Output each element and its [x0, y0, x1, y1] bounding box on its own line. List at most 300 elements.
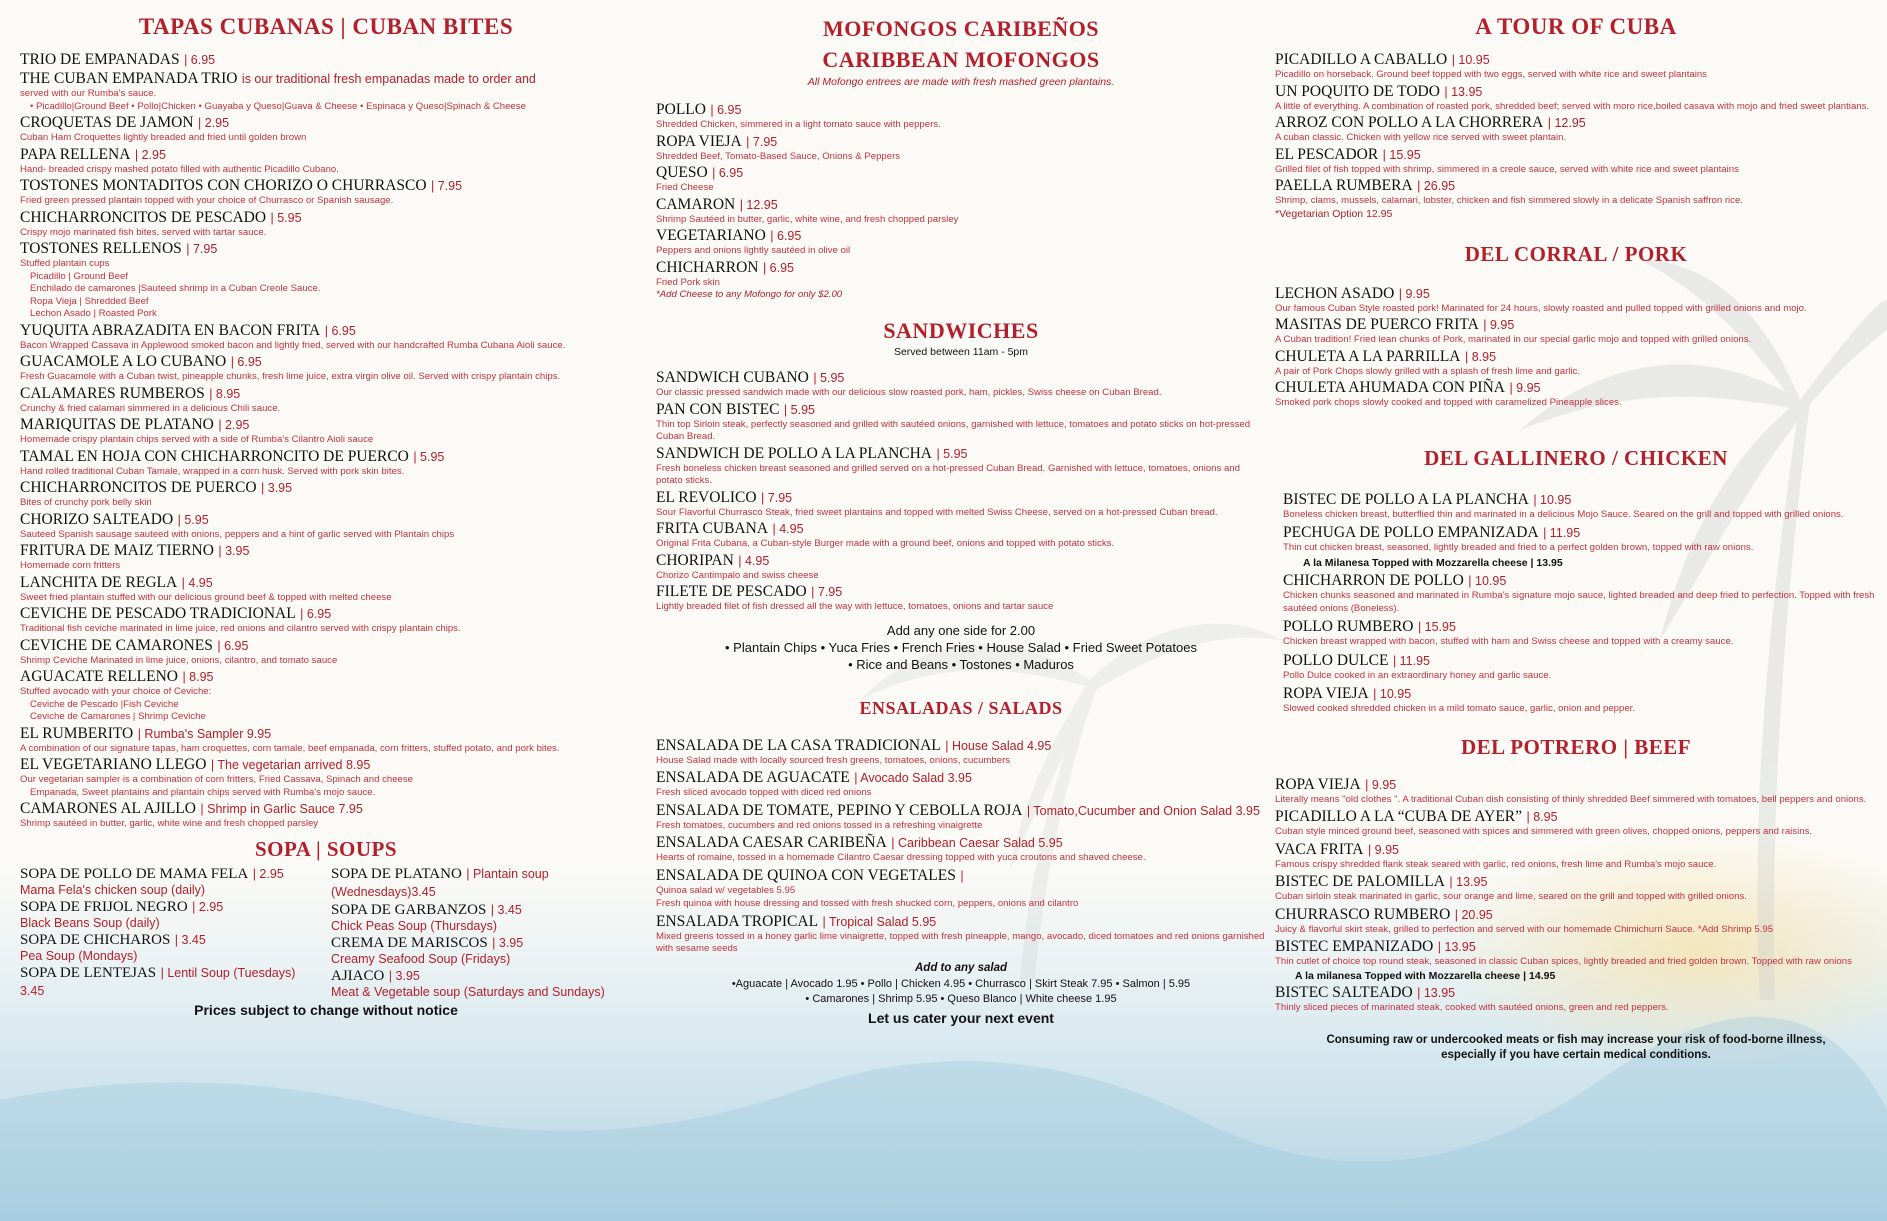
- menu-item-price: | 2.95: [134, 147, 166, 162]
- menu-item: [20, 711, 632, 724]
- menu-item-description: Shrimp sautéed in butter, garlic, white wine and fresh chopped parsley: [20, 818, 319, 829]
- menu-item-price: | 3.95: [218, 544, 250, 558]
- menu-item-line: [20, 352, 632, 371]
- menu-item: [20, 510, 632, 542]
- menu-item-price: | Caribbean Caesar Salad 5.95: [891, 836, 1063, 850]
- mofongos-subtitle: CARIBBEAN MOFONGOS: [822, 47, 1100, 72]
- menu-item-line: [656, 400, 1266, 419]
- menu-item-description: Lechon Asado | Roasted Pork: [30, 308, 157, 319]
- menu-item-description: Ceviche de Camarones | Shrimp Ceviche: [30, 711, 206, 722]
- menu-item-description: Crunchy & fried calamari simmered in a delicious Chili sauce.: [20, 402, 281, 414]
- soup-line: [20, 898, 321, 916]
- menu-item-name: QUESO: [656, 164, 708, 181]
- menu-item-price: | 26.95: [1417, 179, 1456, 193]
- soup-price: | 2.95: [192, 899, 224, 914]
- menu-item-name: PAELLA RUMBERA: [1275, 177, 1413, 194]
- menu-item-price: | Tomato,Cucumber and Onion Salad 3.95: [1026, 803, 1260, 818]
- menu-item-name: ENSALADA CAESAR CARIBEÑA: [656, 834, 887, 851]
- menu-item: [1283, 557, 1877, 570]
- menu-item-name: PECHUGA DE POLLO EMPANIZADA: [1283, 524, 1539, 541]
- menu-item: [1275, 937, 1877, 969]
- menu-item-description: Sour Flavorful Churrasco Steak, fried sweet plantains and topped with melted Swiss Cheese, served on a hot-pressed Cuban bread.: [656, 506, 1218, 518]
- soup-line: [331, 865, 632, 901]
- menu-item-price: | House Salad 4.95: [945, 738, 1052, 753]
- menu-item-price: | Shrimp in Garlic Sauce 7.95: [200, 802, 363, 816]
- menu-item-description: Fresh Guacamole with a Cuban twist, pineapple chunks, fresh lime juice, extra virgin olive oil. Served with crispy plantain chips.: [20, 371, 561, 382]
- menu-item-description: Cuban style minced ground beef, seasoned with spices and simmered with green olives, chopped onions, peppers and raisins.: [1275, 826, 1813, 837]
- menu-item: [1275, 905, 1877, 937]
- menu-item-price: | 10.95: [1451, 53, 1490, 67]
- soup-subtitle: Chick Peas Soup (Thursdays): [331, 918, 498, 933]
- menu-item-price: | 6.95: [184, 53, 216, 67]
- soup-price: | Lentil Soup (Tuesdays) 3.45: [20, 965, 296, 998]
- menu-item: [20, 113, 632, 145]
- soup-subtitle: Mama Fela's chicken soup (daily): [20, 882, 206, 897]
- menu-item: [20, 239, 632, 271]
- menu-item-description: Shrimp Ceviche Marinated in lime juice, onions, cilantro, and tomato sauce: [20, 654, 338, 666]
- sides-line-1: • Plantain Chips • Yuca Fries • French Fries • House Salad • Fried Sweet Potatoes: [725, 639, 1197, 655]
- menu-item-description: A la Milanesa Topped with Mozzarella cheese | 13.95: [1303, 556, 1563, 569]
- menu-item-description: A little of everything. A combination of roasted pork, shredded beef; served with moro rice,boiled casava with mojo and fried sweet plantians.: [1275, 100, 1870, 112]
- soup-line: [20, 865, 321, 883]
- menu-item-line: [1275, 347, 1877, 366]
- menu-item: [20, 573, 632, 605]
- soups-title: SOPA | SOUPS: [254, 836, 398, 861]
- menu-item-line: [1283, 571, 1877, 590]
- menu-item-name: TAMAL EN HOJA CON CHICHARRONCITO DE PUERCO: [20, 447, 409, 465]
- menu-item-description: Ceviche de Pescado |Fish Ceviche: [30, 698, 179, 710]
- menu-item-description: Quinoa salad w/ vegetables 5.95: [656, 884, 796, 896]
- soup-subtitle: Creamy Seafood Soup (Fridays): [331, 951, 511, 966]
- menu-item-name: MASITAS DE PUERCO FRITA: [1275, 316, 1479, 333]
- mofongos-note: All Mofongo entrees are made with fresh mashed green plantains.: [807, 76, 1115, 88]
- pork-list: [1275, 284, 1877, 410]
- menu-item-line: [20, 604, 632, 623]
- salad-add-title: Add to any salad: [914, 961, 1008, 974]
- menu-item-description: Boneless chicken breast, butterflied thin and marinated in a delicious Mojo Sauce. Seared on the grill and topped with grilled onions.: [1283, 508, 1844, 520]
- column-middle: [656, 0, 1266, 1026]
- menu-item-name: CHICHARRONCITOS DE PESCADO: [20, 208, 267, 226]
- menu-item-line: [656, 736, 1266, 755]
- menu-item-price: | 10.95: [1373, 687, 1412, 701]
- beef-title: DEL POTRERO | BEEF: [1460, 734, 1692, 759]
- menu-item-description: A cuban classic. Chicken with yellow rice served with sweet plantain.: [1275, 132, 1567, 143]
- soup-name: SOPA DE CHICHAROS: [20, 931, 171, 948]
- menu-item-name: CHICHARRON DE POLLO: [1283, 572, 1464, 589]
- menu-item-price: | 5.95: [936, 446, 968, 461]
- menu-item-line: [1283, 523, 1877, 542]
- menu-item-description: Thin cut chicken breast, seasoned, lightly breaded and fried to a perfect golden brown, topped with raw onions.: [1283, 542, 1754, 553]
- soup-name: CREMA DE MARISCOS: [331, 934, 488, 951]
- menu-item: [656, 100, 1266, 132]
- menu-item-name: PICADILLO A CABALLO: [1275, 51, 1448, 68]
- menu-item-description: Picadillo on horseback. Ground beef topped with two eggs, served with white rice and sweet plantains: [1275, 69, 1707, 80]
- menu-item: [20, 724, 632, 756]
- menu-item-description: Smoked pork chops slowly cooked and topped with caramelized Pineapple slices.: [1275, 397, 1622, 408]
- menu-item-price: | 2.95: [198, 116, 230, 130]
- menu-item-name: LECHON ASADO: [1275, 284, 1395, 302]
- menu-item-line: [656, 163, 1266, 182]
- menu-item-price: | 10.95: [1533, 492, 1572, 507]
- soup-item: [331, 901, 632, 934]
- menu-item-price: | 7.95: [431, 179, 463, 193]
- menu-item: [1275, 378, 1877, 410]
- soup-name: SOPA DE POLLO DE MAMA FELA: [20, 865, 249, 882]
- menu-item: [1283, 523, 1877, 555]
- menu-item-name: FILETE DE PESCADO: [656, 583, 807, 600]
- soup-item: [20, 931, 321, 964]
- menu-item-name: ENSALADA TROPICAL: [656, 912, 819, 930]
- menu-item: [20, 176, 632, 208]
- menu-item-name: ENSALADA DE QUINOA CON VEGETALES: [656, 866, 956, 884]
- menu-item-name: CHICHARRONCITOS DE PUERCO: [20, 479, 257, 496]
- menu-item-line: [656, 582, 1266, 601]
- menu-item: [20, 541, 632, 573]
- menu-item-line: [656, 866, 1266, 885]
- menu-item-description: Homemade crispy plantain chips served with a side of Rumba's Cilantro Aioli sauce: [20, 434, 374, 445]
- menu-item-description: Ropa Vieja | Shredded Beef: [30, 295, 149, 307]
- menu-item: [20, 283, 632, 296]
- menu-item: [656, 163, 1266, 195]
- soup-price: | 3.95: [388, 968, 420, 983]
- menu-item-price: | 13.95: [1437, 940, 1476, 954]
- food-warning-1: Consuming raw or undercooked meats or fish may increase your risk of food-borne illness,: [1326, 1033, 1826, 1046]
- menu-item-price: | 4.95: [181, 575, 213, 590]
- menu-item-line: [656, 833, 1266, 852]
- menu-item: [1275, 82, 1877, 114]
- menu-item-line: [1275, 807, 1877, 826]
- menu-item-description: Fresh tomatoes, cucumbers and red onions tossed in a refreshing vinaigrette: [656, 819, 983, 831]
- soups-grid: [20, 865, 632, 1000]
- mofongos-title: MOFONGOS CARIBEÑOS: [822, 16, 1100, 41]
- menu-item: [20, 787, 632, 800]
- menu-item-price: | 9.95: [1365, 777, 1397, 792]
- menu-item-price: | 9.95: [1509, 381, 1541, 395]
- soup-line: [331, 934, 632, 952]
- menu-item-price: | 8.95: [182, 670, 214, 684]
- soup-name: SOPA DE PLATANO: [331, 865, 462, 882]
- menu-item-line: [1275, 82, 1877, 101]
- menu-item-price: | Avocado Salad 3.95: [854, 771, 972, 785]
- menu-item-line: [656, 368, 1266, 387]
- menu-item-description: Shredded Chicken, simmered in a light tomato sauce with peppers.: [656, 119, 941, 130]
- menu-item-name: SANDWICH DE POLLO A LA PLANCHA: [656, 444, 932, 462]
- menu-item: [1275, 970, 1877, 983]
- menu-item-name: CALAMARES RUMBEROS: [20, 384, 205, 402]
- menu-item: [1275, 775, 1877, 807]
- menu-item: [20, 699, 632, 712]
- menu-item-description: Bites of crunchy pork belly skin: [20, 497, 152, 508]
- menu-item-name: ROPA VIEJA: [656, 132, 742, 150]
- column-right: [1275, 0, 1877, 1063]
- tapas-list: [20, 50, 632, 831]
- menu-item: [1275, 807, 1877, 839]
- menu-item: [656, 833, 1266, 865]
- menu-item: [656, 551, 1266, 583]
- food-warning-2: especially if you have certain medical conditions.: [1441, 1048, 1711, 1061]
- menu-item-price: | 6.95: [300, 607, 332, 621]
- menu-item-name: EL RUMBERITO: [20, 724, 134, 742]
- menu-item: [1275, 113, 1877, 145]
- menu-item-description: Traditional fish ceviche marinated in lime juice, red onions and cilantro served with crispy plantain chips.: [20, 623, 461, 634]
- menu-item-description: Homemade corn fritters: [20, 560, 121, 571]
- menu-item-line: [656, 444, 1266, 463]
- menu-item-price: | 6.95: [710, 103, 742, 117]
- soup-subtitle: Pea Soup (Mondays): [20, 948, 138, 963]
- menu-item: [20, 478, 632, 510]
- menu-item-description: Thinly sliced pieces of marinated steak, cooked with sautéed onions, green and red peppers.: [1275, 1002, 1669, 1013]
- menu-item-description: Famous crispy shredded flank steak seared with garlic, red onions, fresh lime and Rumba's mojo sauce.: [1275, 858, 1717, 870]
- menu-item-price: | 10.95: [1468, 574, 1507, 588]
- menu-item-description: Peppers and onions lightly sautéed in olive oil: [656, 245, 851, 256]
- menu-item-description: Crispy mojo marinated fish bites, served with tartar sauce.: [20, 226, 267, 238]
- menu-item-description: Chorizo Cantimpalo and swiss cheese: [656, 569, 819, 581]
- salads-title: ENSALADAS / SALADS: [859, 697, 1063, 718]
- menu-item-name: POLLO: [656, 101, 706, 118]
- menu-item: [1275, 840, 1877, 872]
- menu-item: [1283, 617, 1877, 649]
- menu-item-price: | 5.95: [270, 210, 302, 225]
- menu-item-line: [1275, 872, 1877, 891]
- menu-item-name: CHULETA A LA PARRILLA: [1275, 347, 1461, 365]
- sandwiches-title: SANDWICHES: [883, 318, 1039, 343]
- menu-item-line: [1275, 775, 1877, 794]
- menu-item-line: [656, 801, 1266, 820]
- menu-item: [656, 898, 1266, 911]
- menu-item-line: [20, 113, 632, 132]
- soup-price: | Plantain soup (Wednesdays)3.45: [331, 866, 549, 899]
- menu-item-description: Grilled filet of fish topped with shrimp, simmered in a creole sauce, served with white rice and sweet plantains: [1275, 163, 1739, 175]
- menu-item: [1283, 684, 1877, 716]
- menu-item-name: BISTEC EMPANIZADO: [1275, 938, 1434, 955]
- menu-item: [656, 258, 1266, 290]
- menu-item-name: EL PESCADOR: [1275, 145, 1379, 163]
- soup-price: | 3.45: [490, 902, 522, 917]
- menu-item-description: House Salad made with locally sourced fresh greens, tomatoes, onions, cucumbers: [656, 754, 1011, 766]
- menu-item-line: [1275, 145, 1877, 164]
- menu-item-description: Stuffed avocado with your choice of Ceviche:: [20, 686, 212, 697]
- chicken-list: [1275, 490, 1877, 716]
- menu-item-description: A pair of Pork Chops slowly grilled with a splash of fresh lime and garlic.: [1275, 365, 1581, 377]
- menu-item-name: PAN CON BISTEC: [656, 400, 780, 418]
- menu-item-description: Our famous Cuban Style roasted pork! Marinated for 24 hours, slowly roasted and pulled topped with grilled onions and mojo.: [1275, 302, 1807, 314]
- menu-item: [1275, 284, 1877, 316]
- menu-item: [20, 69, 632, 101]
- menu-item-line: [656, 195, 1266, 214]
- menu-item-price: | 9.95: [1483, 318, 1515, 332]
- menu-item-description: Hand rolled traditional Cuban Tamale, wrapped in a corn husk. Served with pork skin bites.: [20, 465, 405, 477]
- menu-item-description: Picadillo | Ground Beef: [30, 270, 128, 282]
- menu-item-name: TRIO DE EMPANADAS: [20, 51, 180, 68]
- menu-item-name: CHURRASCO RUMBERO: [1275, 905, 1451, 923]
- tapas-title: TAPAS CUBANAS | CUBAN BITES: [138, 14, 514, 39]
- menu-item: [20, 755, 632, 787]
- menu-item-price: | 4.95: [772, 522, 804, 536]
- menu-item-description: • Picadillo|Ground Beef • Pollo|Chicken • Guayaba y Queso|Guava & Cheese • Espinaca y Queso|Spinach & Cheese: [30, 100, 526, 112]
- soup-item: [331, 967, 632, 1000]
- menu-item-line: [20, 208, 632, 227]
- mofongo-list: [656, 100, 1266, 289]
- menu-item-name: THE CUBAN EMPANADA TRIO: [20, 70, 238, 87]
- soup-item: [331, 934, 632, 967]
- menu-item-name: ROPA VIEJA: [1283, 685, 1369, 702]
- menu-item-description: A Cuban tradition! Fried lean chunks of Pork, marinated in our special garlic mojo and topped with grilled onions.: [1275, 334, 1752, 345]
- menu-item: [656, 912, 1266, 956]
- menu-item-line: [20, 573, 632, 592]
- menu-item-line: [1283, 684, 1877, 703]
- menu-item-description: served with our Rumba's sauce.: [20, 88, 157, 99]
- menu-item-line: [20, 724, 632, 743]
- menu-item-price: | 6.95: [324, 323, 356, 338]
- menu-item-description: Our classic pressed sandwich made with our delicious slow roasted pork, ham, pickles, Swiss cheese on Cuban Bread.: [656, 387, 1162, 398]
- menu-item: [20, 296, 632, 309]
- menu-item-description: Fresh sliced avocado topped with diced red onions: [656, 787, 872, 798]
- menu-item: [1275, 145, 1877, 177]
- pork-title: DEL CORRAL / PORK: [1464, 241, 1688, 266]
- menu-item-description: Original Frita Cubana, a Cuban-style Burger made with a ground beef, onions and topped with potato sticks.: [656, 538, 1115, 549]
- menu-item-description: A la milanesa Topped with Mozzarella cheese | 14.95: [1295, 969, 1556, 982]
- menu-item-description: Pollo Dulce cooked in an extraordinary honey and garlic sauce.: [1283, 669, 1552, 681]
- menu-item-price: | Rumba's Sampler 9.95: [137, 726, 272, 741]
- menu-item: [656, 444, 1266, 488]
- menu-item-line: [1275, 113, 1877, 132]
- menu-item: [1283, 490, 1877, 522]
- menu-item-name: GUACAMOLE A LO CUBANO: [20, 353, 227, 370]
- menu-item-price: | 12.95: [739, 197, 778, 212]
- menu-item-line: [656, 488, 1266, 507]
- soup-price: | 3.45: [174, 932, 206, 947]
- menu-item-description: Enchilado de camarones |Sauteed shrimp in a Cuban Creole Sauce.: [30, 283, 321, 294]
- menu-item-name: TOSTONES MONTADITOS CON CHORIZO O CHURRASCO: [20, 177, 427, 194]
- menu-item-name: CAMARON: [656, 195, 736, 213]
- soup-line: [20, 931, 321, 949]
- menu-item-line: [20, 755, 632, 774]
- soup-item: [331, 865, 632, 901]
- menu-item-description: Thin cutlet of choice top round steak, seasoned in classic Cuban spices, lightly breaded and fried golden brown. Topped with raw onions: [1275, 956, 1852, 967]
- menu-item-description: Literally means "old clothes ". A traditional Cuban dish consisting of thinly shredded Beef simmered with tomatoes, bell peppers and onions.: [1275, 793, 1867, 805]
- menu-item: [20, 145, 632, 177]
- menu-item: [20, 208, 632, 240]
- menu-item: [656, 226, 1266, 258]
- menu-item-name: ENSALADA DE AGUACATE: [656, 769, 850, 786]
- menu-item-price: | 20.95: [1454, 907, 1493, 922]
- menu-item-price: is our traditional fresh empanadas made to order and: [241, 72, 536, 86]
- menu-item-description: Sweet fried plantain stuffed with our delicious ground beef & topped with melted cheese: [20, 591, 392, 603]
- menu-item-name: POLLO DULCE: [1283, 651, 1389, 669]
- sides-line-2: • Rice and Beans • Tostones • Maduros: [848, 656, 1074, 672]
- menu-item: [20, 636, 632, 668]
- menu-item-price: | 5.95: [177, 512, 209, 527]
- menu-item-description: Fried Pork skin: [656, 276, 720, 288]
- menu-item-price: | 7.95: [746, 134, 778, 149]
- menu-item-price: | 2.95: [218, 418, 250, 432]
- menu-item-price: | 6.95: [712, 166, 744, 180]
- menu-item: [656, 368, 1266, 400]
- menu-item: [20, 271, 632, 284]
- soup-item: [20, 964, 321, 1000]
- menu-item-price: | 5.95: [783, 402, 815, 417]
- menu-item-line: [656, 226, 1266, 245]
- menu-item-line: [656, 912, 1266, 931]
- menu-item: [20, 50, 632, 69]
- menu-item-line: [20, 50, 632, 69]
- menu-item-line: [20, 478, 632, 497]
- soups-left-column: [20, 865, 321, 1000]
- menu-item-price: | 6.95: [762, 260, 794, 275]
- menu-item: [20, 667, 632, 699]
- menu-item: [656, 768, 1266, 800]
- menu-item-line: [20, 176, 632, 195]
- menu-item: [656, 519, 1266, 551]
- menu-item-name: PICADILLO A LA “CUBA DE AYER”: [1275, 808, 1523, 825]
- menu-item-line: [20, 636, 632, 655]
- menu-item-description: Slowed cooked shredded chicken in a mild tomato sauce, garlic, onion and pepper.: [1283, 703, 1635, 714]
- menu-item-description: Shrimp, clams, mussels, calamari, lobster, chicken and fish simmered slowly in a delicate Spanish saffron rice.: [1275, 195, 1743, 206]
- menu-item-description: Bacon Wrapped Cassava in Applewood smoked bacon and lightly fried, served with our handcrafted Rumba Cubana Aioli sauce.: [20, 339, 566, 351]
- menu-item-price: | 13.95: [1417, 986, 1456, 1000]
- menu-item-name: FRITA CUBANA: [656, 520, 769, 537]
- menu-item-description: Shrimp Sautéed in butter, garlic, white wine, and fresh chopped parsley: [656, 213, 959, 225]
- tour-veg-note: *Vegetarian Option 12.95: [1275, 207, 1393, 220]
- soup-name: SOPA DE LENTEJAS: [20, 964, 157, 981]
- menu-item-line: [20, 799, 632, 818]
- menu-item-name: POLLO RUMBERO: [1283, 618, 1414, 635]
- menu-item-description: A combination of our signature tapas, ham croquettes, corn tamale, beef empanada, corn fritters, stuffed potato, and pork bites.: [20, 742, 560, 754]
- soup-line: [331, 967, 632, 985]
- menu-item: [656, 400, 1266, 444]
- menu-item-price: | 6.95: [230, 355, 262, 369]
- menu-item-description: Chicken chunks seasoned and marinated in Rumba's signature mojo sauce, lighted breaded and deep fried to perfection. Topped with fresh sautéed onions (Boneless).: [1283, 590, 1875, 614]
- menu-item: [1275, 176, 1877, 208]
- menu-item-line: [20, 415, 632, 434]
- menu-item: [20, 799, 632, 831]
- soup-item: [20, 898, 321, 931]
- soup-subtitle: Black Beans Soup (daily): [20, 915, 160, 930]
- menu-item-price: | 15.95: [1382, 147, 1421, 162]
- menu-item: [656, 195, 1266, 227]
- menu-item-name: AGUACATE RELLENO: [20, 668, 178, 685]
- menu-item-line: [656, 551, 1266, 570]
- menu-item-name: ENSALADA DE LA CASA TRADICIONAL: [656, 736, 941, 754]
- menu-item-line: [656, 132, 1266, 151]
- cater-notice: Let us cater your next event: [868, 1009, 1054, 1026]
- menu-item-name: UN POQUITO DE TODO: [1275, 82, 1440, 100]
- menu-item: [1283, 571, 1877, 615]
- menu-item-name: ARROZ CON POLLO A LA CHORRERA: [1275, 114, 1544, 131]
- menu-item: [656, 582, 1266, 614]
- menu-item: [20, 101, 632, 114]
- menu-item-name: YUQUITA ABRAZADITA EN BACON FRITA: [20, 321, 321, 339]
- menu-item: [1275, 872, 1877, 904]
- menu-item-description: Cuban Ham Croquettes lightly breaded and fried until golden brown: [20, 132, 307, 143]
- soup-line: [20, 964, 321, 1000]
- menu-item-name: VEGETARIANO: [656, 227, 766, 244]
- menu-item-price: |: [960, 868, 964, 883]
- menu-item-description: Thin top Sirloin steak, perfectly seasoned and grilled with sautéed onions, garnished with lettuce, tomatoes and potato sticks on hot-pressed Cuban Bread.: [656, 418, 1251, 442]
- menu-item-line: [1275, 983, 1877, 1002]
- menu-item-line: [20, 384, 632, 403]
- menu-item-price: | 6.95: [770, 229, 802, 243]
- sandwiches-served: Served between 11am - 5pm: [893, 346, 1029, 358]
- mofongo-add-note: *Add Cheese to any Mofongo for only $2.00: [656, 289, 843, 300]
- menu-item-line: [1275, 176, 1877, 195]
- menu-item-price: | 4.95: [738, 553, 770, 568]
- menu-item-line: [20, 541, 632, 560]
- menu-item-line: [20, 510, 632, 529]
- menu-item-line: [1275, 284, 1877, 303]
- menu-item-line: [656, 100, 1266, 119]
- menu-item-price: | 9.95: [1398, 286, 1430, 301]
